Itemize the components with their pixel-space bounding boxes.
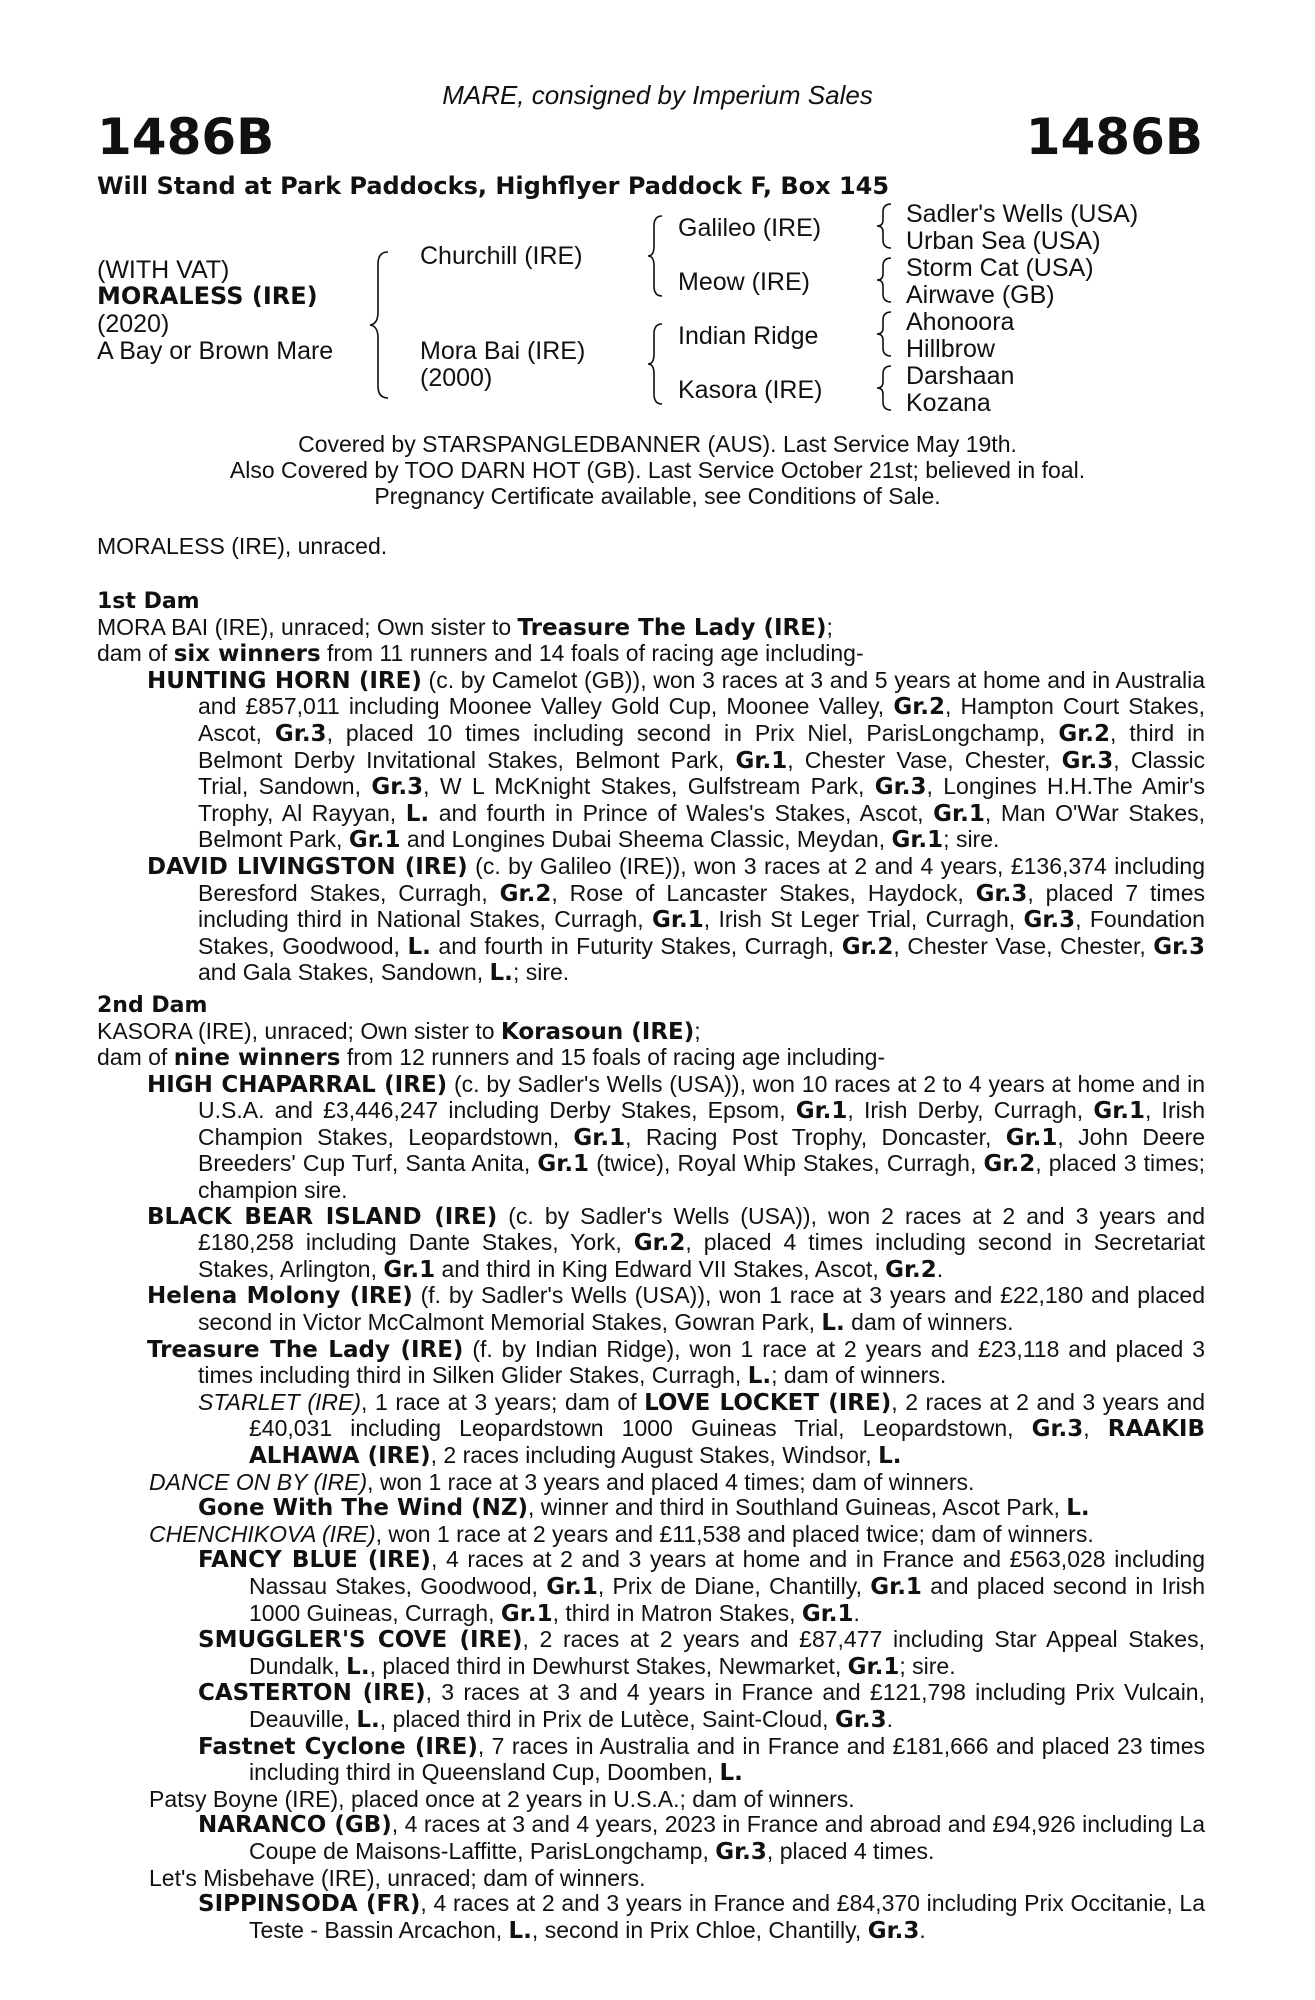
g-brace-3 [875, 310, 897, 358]
progeny-helena-molony: Helena Molony (IRE) (f. by Sadler's Wells (USA)), won 1 race at 3 years and £22,180 and placed second in Victor McCalmont Memorial Stakes, Gowran Park, L. dam of winners. [147, 1282, 1206, 1337]
dam-brace [646, 322, 668, 406]
dam-year: (2000) [420, 364, 493, 392]
progeny-lets-misbehave: Let's Misbehave (IRE), unraced; dam of winners. [149, 1864, 646, 1891]
progeny-hunting-horn: HUNTING HORN (IRE) (c. by Camelot (GB)), won 3 races at 3 and 5 years at home and in Australia and £857,011 including Moonee Valley Gold Cup, Moonee Valley, Gr.2, Hampton Court Stakes, Ascot, Gr.3, placed 10 times including second in Prix Niel, ParisLongchamp, Gr.2, third in Belmont Derby Invitational Stakes, Belmont Park, Gr.1, Chester Vase, Chester, Gr.3, Classic Trial, Sandown, Gr.3, W L McKnight Stakes, Gulfstream Park, Gr.3, Longines H.H.The Amir's Trophy, Al Rayyan, L. and fourth in Prince of Wales's Stakes, Ascot, Gr.1, Man O'War Stakes, Belmont Park, Gr.1 and Longines Dubai Sheema Classic, Meydan, Gr.1; sire. [147, 666, 1206, 854]
horse-name: MORALESS (IRE) [97, 282, 318, 310]
grandsire-3: Ahonoora [906, 308, 1015, 336]
vat-label: (WITH VAT) [97, 256, 230, 284]
dam-name: Mora Bai (IRE) [420, 337, 586, 365]
g-brace-1 [875, 202, 897, 250]
progeny-treasure-the-lady: Treasure The Lady (IRE) (f. by Indian Ridge), won 1 race at 2 years and £23,118 and placed 3 times including third in Silken Glider Stakes, Curragh, L.; dam of winners. [147, 1335, 1205, 1390]
progeny-starlet: STARLET (IRE), 1 race at 3 years; dam of LOVE LOCKET (IRE), 2 races at 2 and 3 years and £40,031 including Leopardstown 1000 Guineas Trial, Leopardstown, Gr.3, RAAKIB ALHAWA (IRE), 2 races including August Stakes, Windsor, L. [198, 1388, 1206, 1469]
covering-line-3: Pregnancy Certificate available, see Conditions of Sale. [374, 483, 941, 509]
horse-year: (2020) [97, 310, 170, 338]
standing-location: Will Stand at Park Paddocks, Highflyer Paddock F, Box 145 [97, 172, 890, 200]
granddam-1: Urban Sea (USA) [906, 227, 1101, 255]
dam-dam: Kasora (IRE) [678, 376, 823, 404]
granddam-3: Hillbrow [906, 335, 995, 363]
lot-number-right: 1486B [1025, 108, 1203, 166]
sire-dam: Meow (IRE) [678, 268, 810, 296]
progeny-gone-with-the-wind: Gone With The Wind (NZ), winner and third in Southland Guineas, Ascot Park, L. [198, 1494, 1090, 1522]
first-dam-intro: MORA BAI (IRE), unraced; Own sister to Treasure The Lady (IRE); [97, 613, 833, 641]
progeny-black-bear-island: BLACK BEAR ISLAND (IRE) (c. by Sadler's Wells (USA)), won 2 races at 2 and 3 years and £180,258 including Dante Stakes, York, Gr.2, placed 4 times including second in Secretariat Stakes, Arlington, Gr.1 and third in King Edward VII Stakes, Ascot, Gr.2. [147, 1202, 1206, 1283]
progeny-dance-on-by: DANCE ON BY (IRE), won 1 race at 3 years and placed 4 times; dam of winners. [149, 1468, 975, 1495]
first-dam-heading: 1st Dam [97, 589, 200, 614]
sire-brace [646, 214, 668, 298]
grandsire-1: Sadler's Wells (USA) [906, 200, 1139, 228]
progeny-fancy-blue: FANCY BLUE (IRE), 4 races at 2 and 3 years at home and in France and £563,028 including Nassau Stakes, Goodwood, Gr.1, Prix de Diane, Chantilly, Gr.1 and placed second in Irish 1000 Guineas, Curragh, Gr.1, third in Matron Stakes, Gr.1. [198, 1546, 1206, 1627]
covering-line-1: Covered by STARSPANGLEDBANNER (AUS). Last Service May 19th. [298, 431, 1017, 457]
horse-description: A Bay or Brown Mare [97, 337, 334, 365]
progeny-fastnet-cyclone: Fastnet Cyclone (IRE), 7 races in Australia and in France and £181,666 and placed 23 times including third in Queensland Cup, Doomben, L. [198, 1732, 1205, 1787]
second-dam-heading: 2nd Dam [97, 992, 208, 1018]
progeny-david-livingston: DAVID LIVINGSTON (IRE) (c. by Galileo (IRE)), won 3 races at 2 and 4 years, £136,374 including Beresford Stakes, Curragh, Gr.2, Rose of Lancaster Stakes, Haydock, Gr.3, placed 7 times including third in National Stakes, Curragh, Gr.1, Irish St Leger Trial, Curragh, Gr.3, Foundation Stakes, Goodwood, L. and fourth in Futurity Stakes, Curragh, Gr.2, Chester Vase, Chester, Gr.3 and Gala Stakes, Sandown, L.; sire. [147, 852, 1205, 987]
sire-sire: Galileo (IRE) [678, 214, 822, 242]
g-brace-4 [875, 364, 897, 412]
first-dam-record: dam of six winners from 11 runners and 14 foals of racing age including- [97, 640, 864, 668]
second-dam-intro: KASORA (IRE), unraced; Own sister to Korasoun (IRE); [97, 1017, 701, 1045]
sire-name: Churchill (IRE) [420, 242, 583, 270]
covering-line-2: Also Covered by TOO DARN HOT (GB). Last Service October 21st; believed in foal. [229, 457, 1086, 483]
g-brace-2 [875, 256, 897, 304]
granddam-4: Kozana [906, 389, 991, 417]
progeny-patsy-boyne: Patsy Boyne (IRE), placed once at 2 years in U.S.A.; dam of winners. [149, 1785, 855, 1812]
progeny-smugglers-cove: SMUGGLER'S COVE (IRE), 2 races at 2 years and £87,477 including Star Appeal Stakes, Dundalk, L., placed third in Dewhurst Stakes, Newmarket, Gr.1; sire. [198, 1626, 1205, 1680]
lot-number-left: 1486B [97, 108, 275, 166]
summary: MORALESS (IRE), unraced. [97, 533, 388, 559]
progeny-naranco: NARANCO (GB), 4 races at 3 and 4 years, 2023 in France and abroad and £94,926 including La Coupe de Maisons-Laffitte, ParisLongchamp, Gr.3, placed 4 times. [198, 1811, 1205, 1865]
grandsire-4: Darshaan [906, 362, 1015, 390]
progeny-casterton: CASTERTON (IRE), 3 races at 3 and 4 years in France and £121,798 including Prix Vulcain, Deauville, L., placed third in Prix de Lutèce, Saint-Cloud, Gr.3. [198, 1679, 1205, 1733]
grandsire-2: Storm Cat (USA) [906, 254, 1094, 282]
progeny-sippinsoda: SIPPINSODA (FR), 4 races at 2 and 3 years in France and £84,370 including Prix Occitanie, La Teste - Bassin Arcachon, L., second in Prix Chloe, Chantilly, Gr.3. [198, 1890, 1205, 1944]
granddam-2: Airwave (GB) [906, 281, 1055, 309]
dam-sire: Indian Ridge [678, 322, 819, 350]
catalogue-body [97, 583, 1205, 1944]
progeny-high-chaparral: HIGH CHAPARRAL (IRE) (c. by Sadler's Wells (USA)), won 10 races at 2 to 4 years at home and in U.S.A. and £3,446,247 including Derby Stakes, Epsom, Gr.1, Irish Derby, Curragh, Gr.1, Irish Champion Stakes, Leopardstown, Gr.1, Racing Post Trophy, Doncaster, Gr.1, John Deere Breeders' Cup Turf, Santa Anita, Gr.1 (twice), Royal Whip Stakes, Curragh, Gr.2, placed 3 times; champion sire. [147, 1070, 1206, 1204]
second-dam-record: dam of nine winners from 12 runners and 15 foals of racing age including- [97, 1044, 886, 1072]
progeny-chenchikova: CHENCHIKOVA (IRE), won 1 race at 2 years and £11,538 and placed twice; dam of winners. [149, 1520, 1094, 1547]
consignment-line: MARE, consigned by Imperium Sales [442, 80, 873, 110]
main-brace [368, 250, 396, 400]
